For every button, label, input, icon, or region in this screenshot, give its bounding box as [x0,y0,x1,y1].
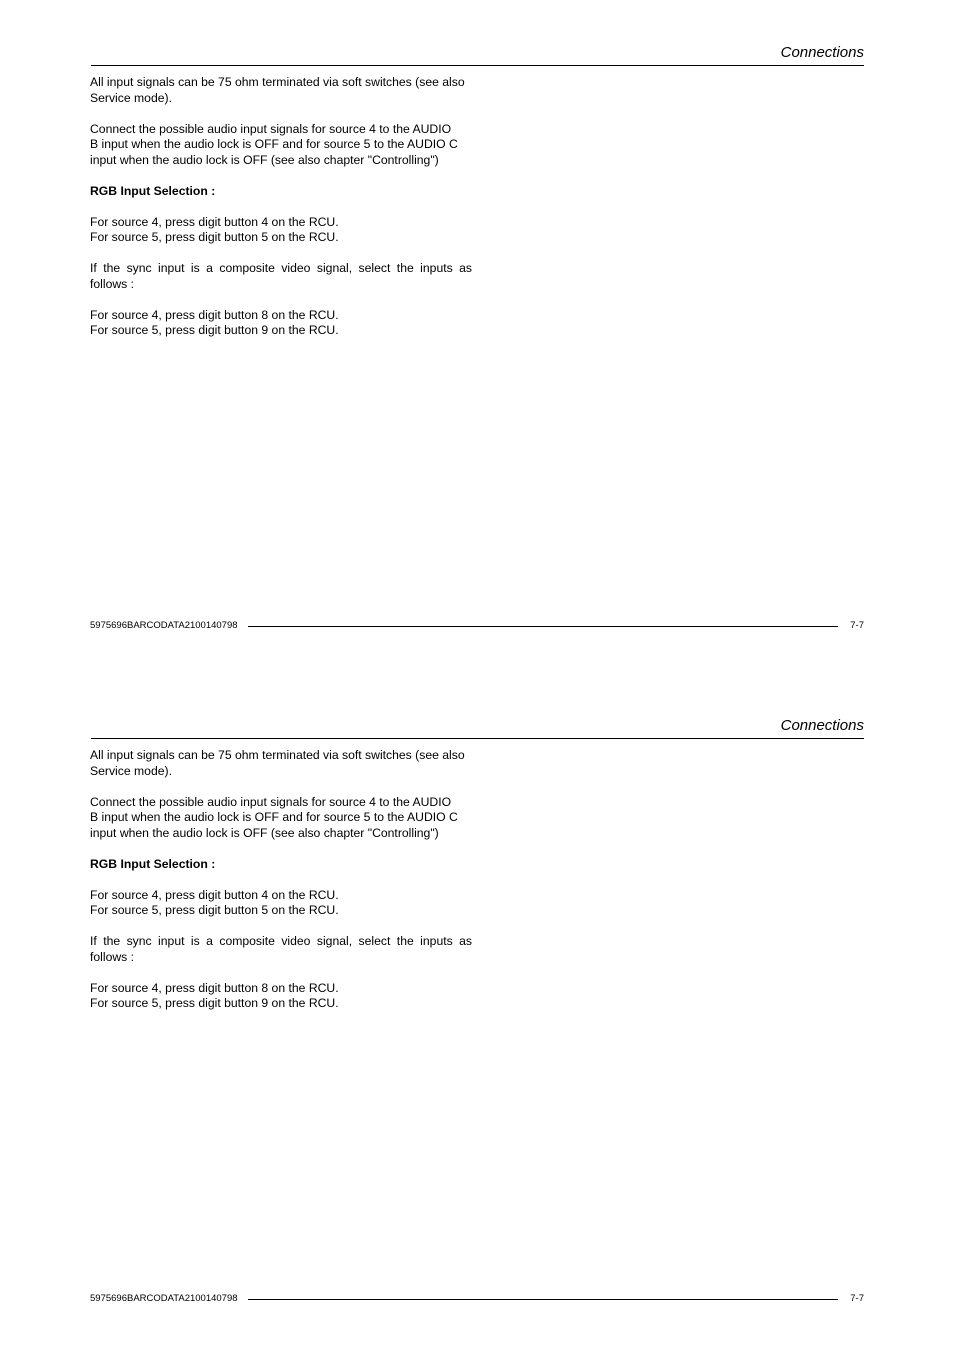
paragraph-composite-sync: If the sync input is a composite video signal, select the inputs as follows : [90,261,472,291]
page-footer [90,619,864,633]
section-heading: RGB Input Selection : [90,856,216,871]
header-divider [91,738,864,739]
paragraph-termination [90,748,472,779]
text-line: Service mode). [90,90,172,105]
text-line: For source 4, press digit button 8 on the RCU. [90,307,339,322]
header-divider [91,65,864,66]
text-line: For source 4, press digit button 4 on the RCU. [90,887,339,902]
text-line: All input signals can be 75 ohm terminated via soft switches (see also [90,748,465,762]
text-line: Service mode). [90,763,172,778]
document-page [0,0,954,674]
page-header-title: Connections [780,44,864,61]
paragraph-audio-inputs [90,795,472,842]
text-line: For source 5, press digit button 9 on the RCU. [90,323,339,337]
text-line: For source 5, press digit button 5 on the RCU. [90,230,339,244]
paragraph-termination [90,75,472,106]
page-number: 7-7 [850,1293,864,1304]
page-footer [90,1292,864,1306]
page-body [90,75,472,354]
text-line: For source 5, press digit button 9 on the RCU. [90,996,339,1010]
document-page [0,673,954,1347]
footer-divider [248,626,839,627]
text-line: For source 5, press digit button 5 on the RCU. [90,903,339,917]
text-line: input when the audio lock is OFF (see also chapter "Controlling") [90,152,439,167]
document-code: 5975696BARCODATA2100140798 [90,620,238,631]
paragraph-composite-selection [90,981,472,1012]
page-body [90,748,472,1027]
section-heading: RGB Input Selection : [90,183,216,198]
text-line: Connect the possible audio input signals for source 4 to the AUDIO [90,794,452,809]
text-line: For source 4, press digit button 4 on the RCU. [90,214,339,229]
paragraph-rgb-selection [90,215,472,246]
paragraph-composite-sync: If the sync input is a composite video signal, select the inputs as follows : [90,934,472,964]
paragraph-rgb-selection [90,888,472,919]
page-number: 7-7 [850,620,864,631]
document-code: 5975696BARCODATA2100140798 [90,1293,238,1304]
text-line: Connect the possible audio input signals for source 4 to the AUDIO [90,121,452,136]
footer-divider [248,1299,839,1300]
text-line: All input signals can be 75 ohm terminated via soft switches (see also [90,75,465,89]
text-line: input when the audio lock is OFF (see also chapter "Controlling") [90,825,439,840]
paragraph-audio-inputs [90,122,472,169]
text-line: For source 4, press digit button 8 on the RCU. [90,980,339,995]
text-line: B input when the audio lock is OFF and for source 5 to the AUDIO C [90,137,458,151]
text-line: B input when the audio lock is OFF and for source 5 to the AUDIO C [90,810,458,824]
paragraph-composite-selection [90,308,472,339]
page-header-title: Connections [780,717,864,734]
